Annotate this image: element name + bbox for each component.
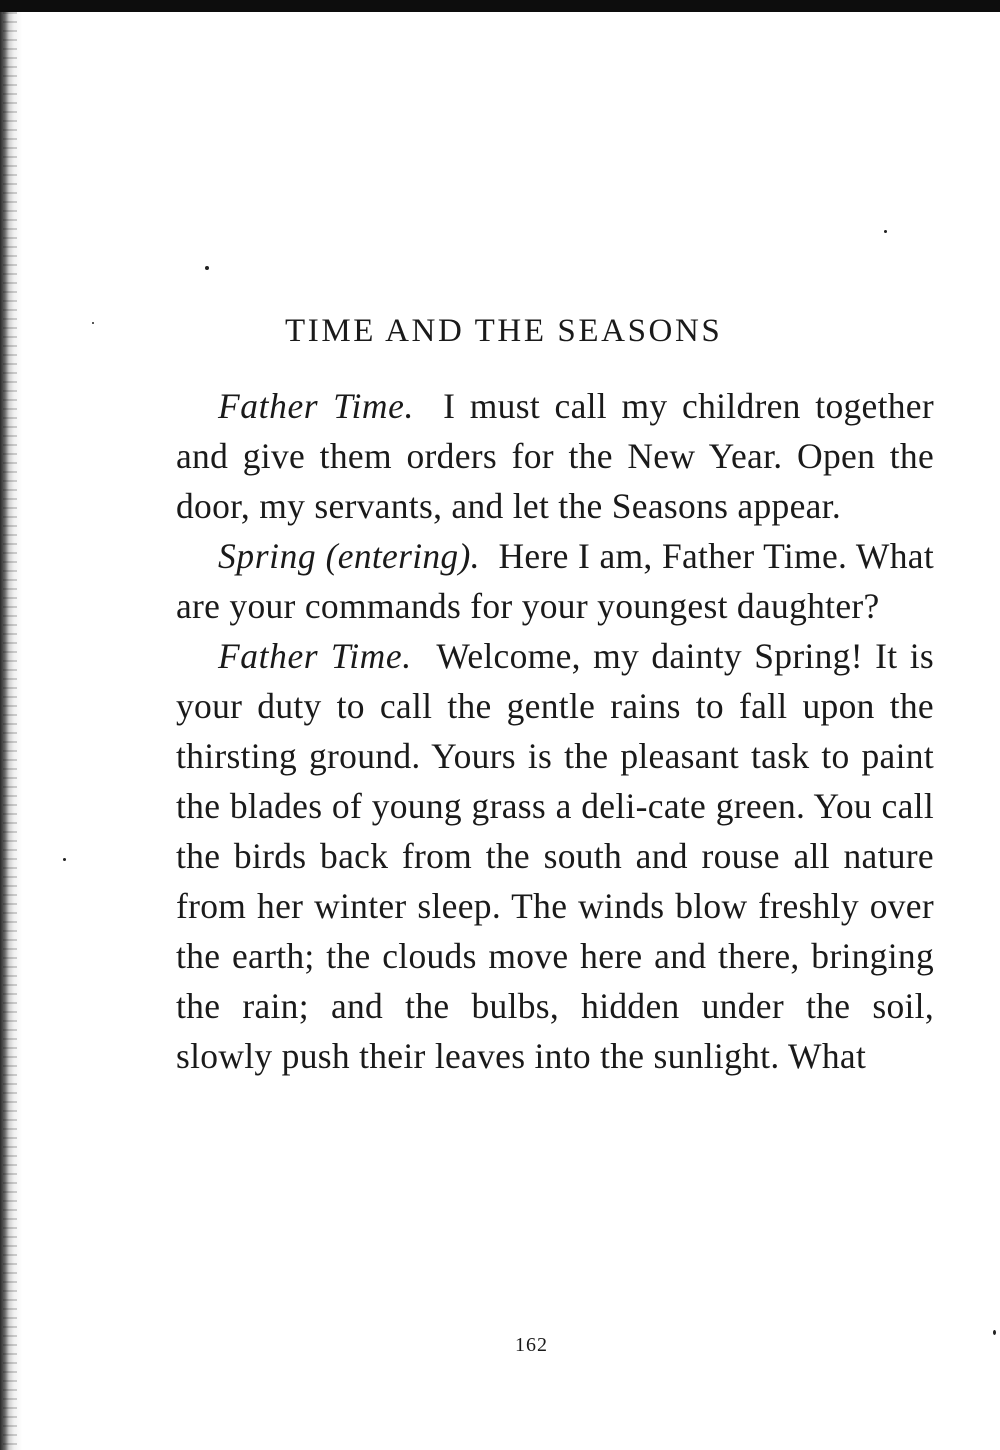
dialogue-paragraph: [176, 381, 934, 531]
running-head: TIME AND THE SEASONS: [285, 313, 723, 349]
scan-speck: [884, 230, 887, 233]
scan-binding-texture: [3, 12, 17, 1450]
dialogue-paragraph: [176, 531, 934, 631]
stage-direction: (entering).: [325, 536, 480, 576]
speech-text: Welcome, my dainty Spring! It is your duty to call the gentle rains to fall upon the thirsting ground. Yours is the pleasant task to paint the blades of young grass a deli-cate green. You call the birds back from the south and rouse all nature from her winter sleep. The winds blow freshly over the earth; the clouds move here and there, bringing the rain; and the bulbs, hidden under the soil, slowly push their leaves into the sunlight. What: [176, 636, 934, 1076]
speech-text: Here I am, Father Time. What are your commands for your youngest daughter?: [176, 536, 934, 626]
speech-text: I must call my children together and give them orders for the New Year. Open the door, my servants, and let the Seasons appear.: [176, 386, 934, 526]
scan-speck: [63, 858, 66, 861]
page-number: 162: [515, 1334, 548, 1356]
speaker-name: Father Time.: [218, 386, 414, 426]
scan-speck: [92, 322, 94, 324]
speaker-name: Father Time.: [218, 636, 412, 676]
scan-top-border: [0, 0, 1000, 12]
scan-speck: [993, 1330, 996, 1335]
scan-speck: [205, 266, 209, 270]
speaker-name: Spring: [218, 536, 317, 576]
dialogue-paragraph: [176, 631, 934, 1081]
page-body: [176, 381, 934, 1081]
